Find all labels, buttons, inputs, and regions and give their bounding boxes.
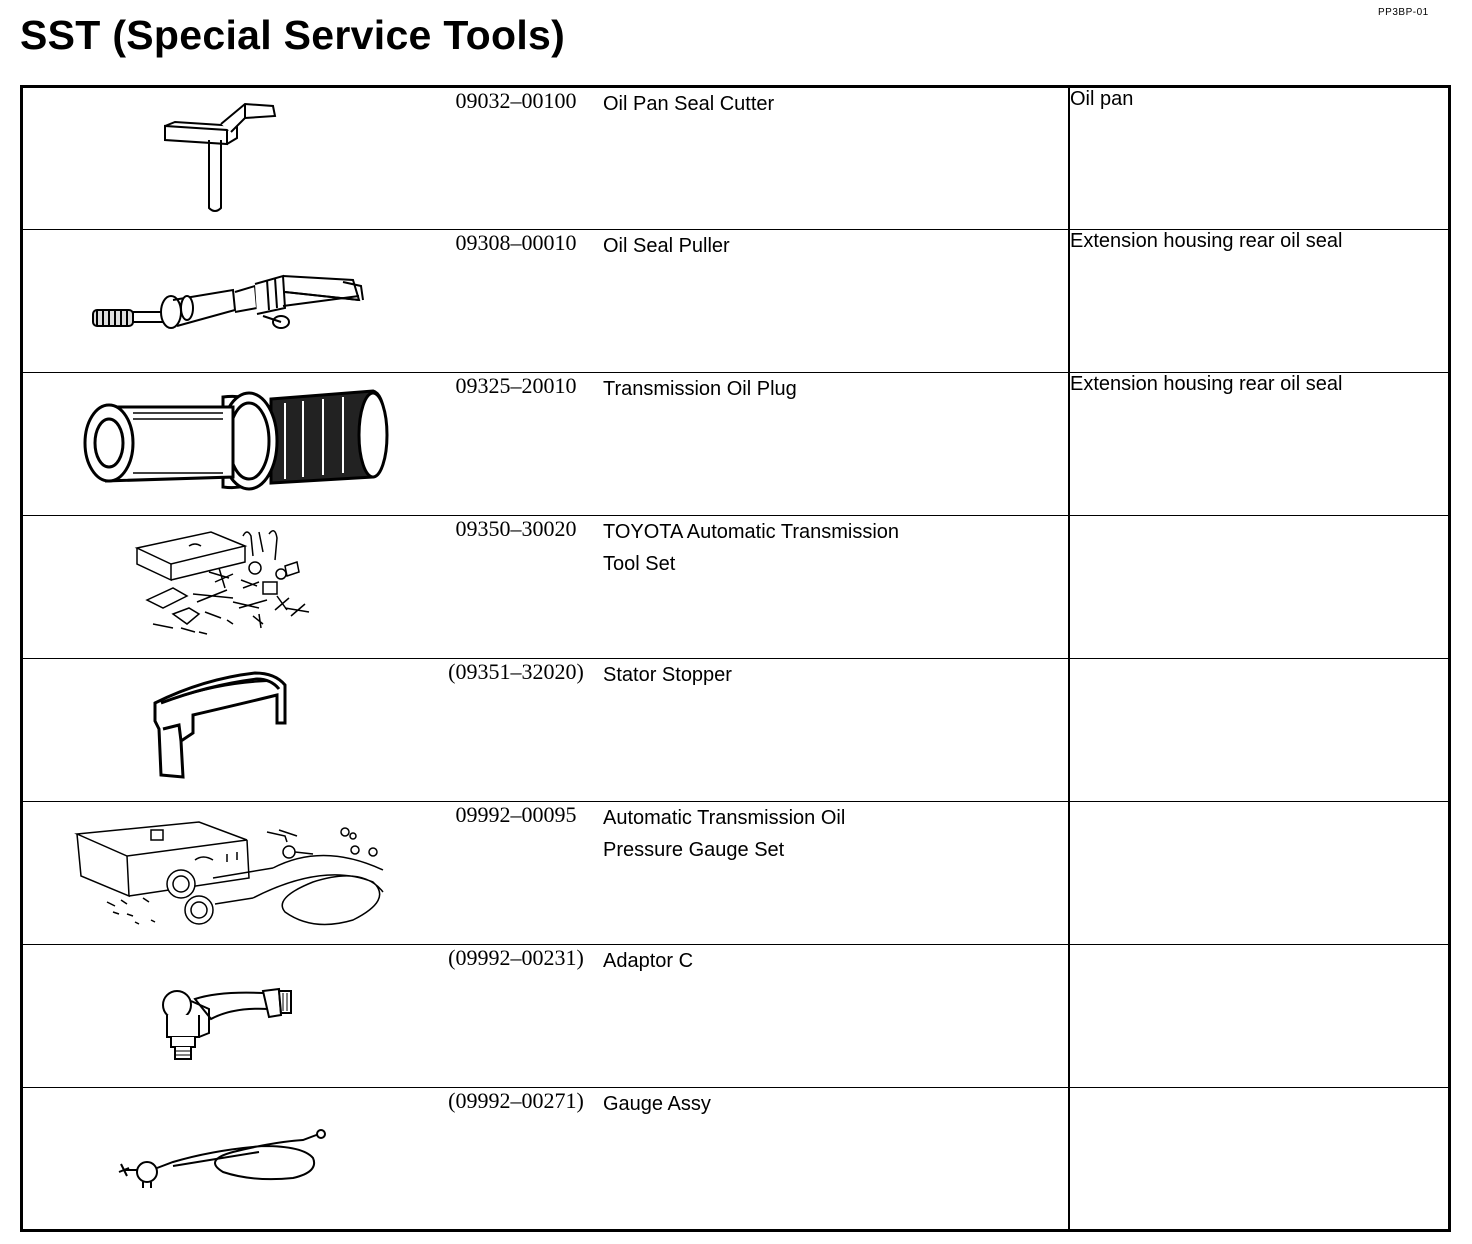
table-row [22, 373, 1450, 516]
illustration-cell [22, 373, 430, 516]
illustration-cell [22, 230, 430, 373]
document-code: PP3BP-01 [1378, 7, 1429, 18]
table-row [22, 230, 1450, 373]
part-number: (09351–32020) [429, 659, 603, 802]
gauge-assy-icon [23, 1088, 429, 1229]
tool-name-line: Pressure Gauge Set [603, 839, 785, 861]
part-number: (09992–00271) [429, 1088, 603, 1231]
tool-use: Extension housing rear oil seal [1069, 230, 1450, 373]
tool-name-line: Oil Pan Seal Cutter [603, 93, 775, 115]
tool-use [1069, 1088, 1450, 1231]
tool-name [603, 802, 1069, 945]
tool-name [603, 87, 1069, 230]
part-number: 09350–30020 [429, 516, 603, 659]
tool-use [1069, 659, 1450, 802]
illustration-cell [22, 945, 430, 1088]
illustration-cell [22, 802, 430, 945]
table-row [22, 1088, 1450, 1231]
tool-use [1069, 945, 1450, 1088]
tool-name [603, 373, 1069, 516]
illustration-cell [22, 1088, 430, 1231]
tool-use: Extension housing rear oil seal [1069, 373, 1450, 516]
tool-name-line: Tool Set [603, 553, 676, 575]
table-row [22, 516, 1450, 659]
tool-name-line: Gauge Assy [603, 1093, 711, 1115]
oil-pan-seal-cutter-icon [23, 88, 429, 229]
tool-name-line: Adaptor C [603, 950, 694, 972]
tool-name-line: Oil Seal Puller [603, 235, 730, 257]
pressure-gauge-set-icon [23, 802, 429, 943]
tool-name-line: Stator Stopper [603, 664, 732, 686]
part-number: (09992–00231) [429, 945, 603, 1088]
tool-set-icon [23, 516, 429, 657]
tool-name-line: TOYOTA Automatic Transmission [603, 521, 900, 543]
sst-table [20, 85, 1451, 1232]
tool-name [603, 230, 1069, 373]
tool-use [1069, 516, 1450, 659]
part-number: 09325–20010 [429, 373, 603, 516]
tool-use: Oil pan [1069, 87, 1450, 230]
table-row [22, 87, 1450, 230]
illustration-cell [22, 87, 430, 230]
transmission-oil-plug-icon [23, 373, 429, 514]
adaptor-c-icon [23, 945, 429, 1086]
oil-seal-puller-icon [23, 230, 429, 371]
stator-stopper-icon [23, 659, 429, 800]
table-row [22, 945, 1450, 1088]
illustration-cell [22, 659, 430, 802]
tool-use [1069, 802, 1450, 945]
table-row [22, 659, 1450, 802]
tool-name [603, 1088, 1069, 1231]
illustration-cell [22, 516, 430, 659]
tool-name [603, 659, 1069, 802]
table-row [22, 802, 1450, 945]
page-title: SST (Special Service Tools) [20, 12, 566, 58]
part-number: 09992–00095 [429, 802, 603, 945]
tool-name-line: Automatic Transmission Oil [603, 807, 846, 829]
part-number: 09032–00100 [429, 87, 603, 230]
part-number: 09308–00010 [429, 230, 603, 373]
tool-name [603, 945, 1069, 1088]
tool-name [603, 516, 1069, 659]
tool-name-line: Transmission Oil Plug [603, 378, 797, 400]
